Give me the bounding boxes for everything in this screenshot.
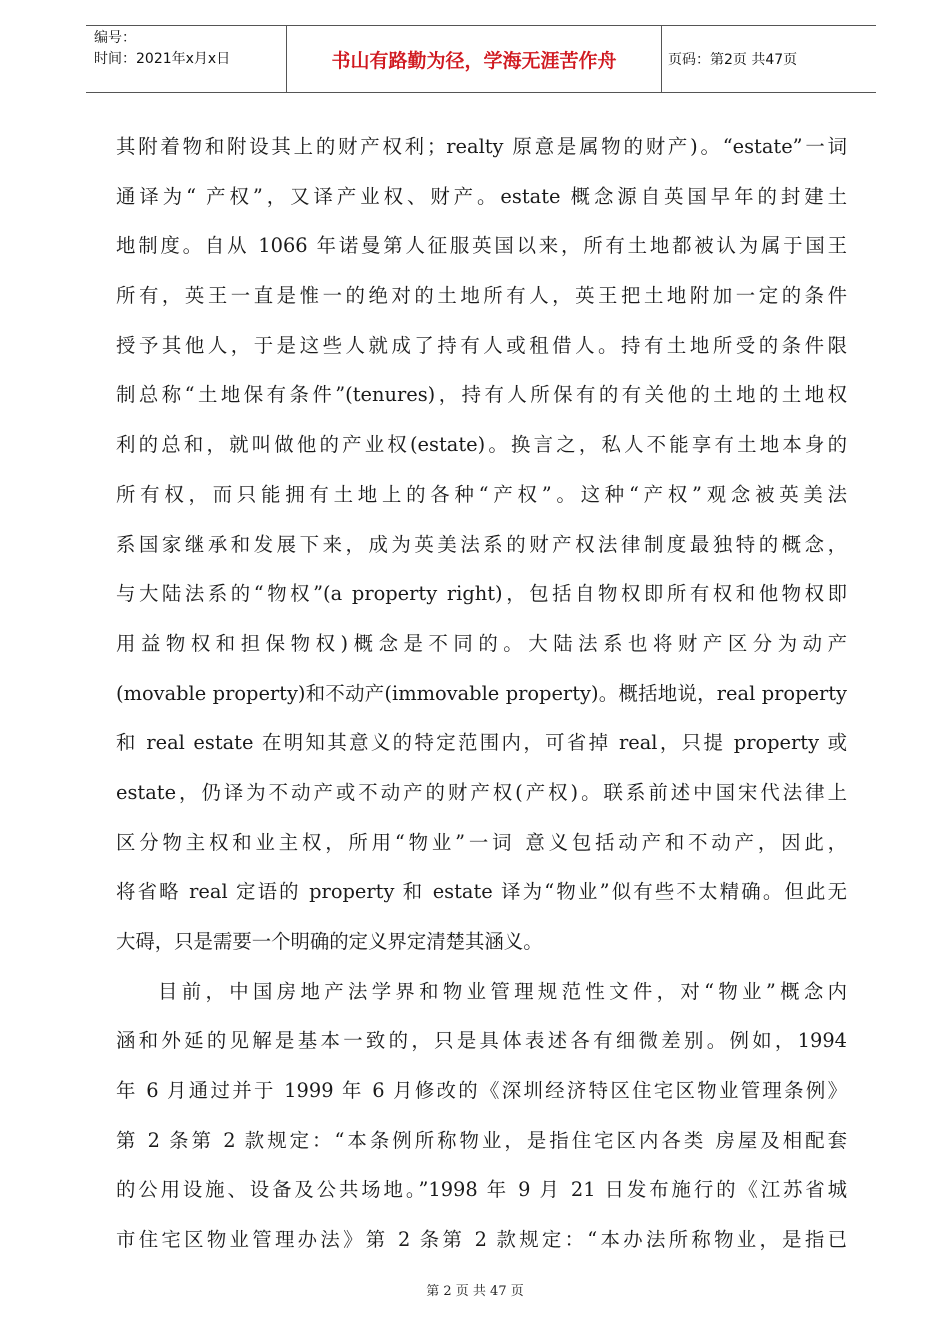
body-line: 通译为“ 产权”，又译产业权、财产。estate 概念源自英国早年的封建土 [116, 184, 847, 208]
body-line: 所有，英王一直是惟一的绝对的土地所有人，英王把土地附加一定的条件 [116, 284, 847, 308]
body-line: 市住宅区物业管理办法》第 2 条第 2 款规定：“本办法所称物业，是指已 [116, 1228, 847, 1252]
body-line: 利的总和，就叫做他的产业权(estate)。换言之，私人不能享有土地本身的 [116, 433, 847, 457]
body-line: 第 2 条第 2 款规定：“本条例所称物业，是指住宅区内各类 房屋及相配套 [116, 1128, 847, 1152]
page-footer: 第 2 页 共 47 页 [426, 1284, 524, 1299]
body-line: 大碍，只是需要一个明确的定义界定清楚其涵义。 [116, 930, 543, 953]
body-line: 将省略 real 定语的 property 和 estate 译为“物业”似有些不太精确。但此无 [116, 880, 847, 904]
body-line: 与大陆法系的“物权”(a property right)，包括自物权即所有权和他物权即 [116, 582, 847, 606]
header-motto: 书山有路勤为径，学海无涯苦作舟 [286, 26, 662, 92]
body-line: 用益物权和担保物权)概念是不同的。大陆法系也将财产区分为动产 [116, 631, 847, 655]
body-line: 授予其他人，于是这些人就成了持有人或租借人。持有土地所受的条件限 [116, 333, 847, 357]
document-number-label: 编号： [94, 30, 136, 46]
body-line: 年 6 月通过并于 1999 年 6 月修改的《深圳经济特区住宅区物业管理条例》 [116, 1079, 847, 1103]
paragraph-first-line: 目前，中国房地产法学界和物业管理规范性文件，对“物业”概念内 [158, 979, 847, 1003]
body-line: 涵和外延的见解是基本一致的，只是具体表述各有细微差别。例如，1994 [116, 1029, 847, 1053]
document-time-label: 时间：2021年x月x日 [94, 51, 231, 67]
header-page-info: 页码：第2页 共47页 [668, 52, 798, 68]
body-line: 所有权，而只能拥有土地上的各种“产权”。这种“产权”观念被英美法 [116, 482, 847, 506]
body-line: 地制度。自从 1066 年诺曼第人征服英国以来，所有土地都被认为属于国王 [116, 234, 847, 258]
body-line: 和 real estate 在明知其意义的特定范围内，可省掉 real，只提 property 或 [116, 731, 847, 755]
document-body [116, 122, 847, 1265]
body-line: 的公用设施、设备及公共场地。”1998 年 9 月 21 日发布施行的《江苏省城 [116, 1178, 847, 1202]
body-line: estate，仍译为不动产或不动产的财产权(产权)。联系前述中国宋代法律上 [116, 780, 847, 804]
body-line: (movable property)和不动产(immovable property)。概括地说，real property [116, 681, 847, 705]
body-line: 区分物主权和业主权，所用“物业”一词 意义包括动产和不动产，因此， [116, 830, 847, 854]
header-meta [94, 28, 284, 70]
page-header [86, 25, 876, 93]
body-line: 其附着物和附设其上的财产权利；realty 原意是属物的财产)。“estate”一词 [116, 135, 847, 158]
body-line: 系国家继承和发展下来，成为英美法系的财产权法律制度最独特的概念， [116, 532, 847, 556]
body-line: 制总称“土地保有条件”(tenures)，持有人所保有的有关他的土地的土地权 [116, 383, 847, 407]
